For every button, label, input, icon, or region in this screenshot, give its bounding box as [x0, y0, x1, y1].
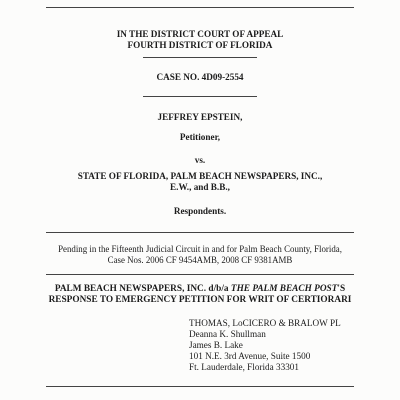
document-title-line-1 — [0, 284, 400, 295]
case-rule — [143, 96, 257, 97]
pending-top-rule — [46, 232, 354, 233]
counsel-attorney-2: James B. Lake — [189, 340, 243, 350]
pending-line-1: Pending in the Fifteenth Judicial Circuit in and for Palm Beach County, Florida, — [58, 244, 342, 254]
counsel-block — [189, 318, 389, 373]
court-line-1: IN THE DISTRICT COURT OF APPEAL — [116, 29, 284, 39]
counsel-address-2: Ft. Lauderdale, Florida 33301 — [189, 362, 299, 372]
respondents-line-1: STATE OF FLORIDA, PALM BEACH NEWSPAPERS, INC., — [77, 171, 323, 181]
bottom-rule — [46, 386, 354, 387]
title-prefix: PALM BEACH NEWSPAPERS, INC. d/b/a — [54, 284, 231, 294]
petitioner-name: JEFFREY EPSTEIN, — [157, 112, 243, 122]
counsel-firm: THOMAS, LoCICERO & BRALOW PL — [189, 318, 341, 328]
respondents-line-2: E.W., and B.B., — [170, 182, 230, 192]
pending-bottom-rule — [46, 274, 354, 275]
case-number: CASE NO. 4D09-2554 — [156, 72, 244, 82]
top-rule — [46, 7, 354, 8]
respondents-role: Respondents. — [173, 206, 227, 216]
pending-line-2: Case Nos. 2006 CF 9454AMB, 2008 CF 9381AMB — [107, 255, 293, 265]
court-line-2: FOURTH DISTRICT OF FLORIDA — [127, 40, 273, 50]
title-suffix: 'S — [337, 284, 346, 294]
versus: vs. — [194, 155, 206, 165]
counsel-address-1: 101 N.E. 3rd Avenue, Suite 1500 — [189, 351, 311, 361]
counsel-attorney-1: Deanna K. Shullman — [189, 329, 266, 339]
court-rule — [143, 57, 257, 58]
title-publication: THE PALM BEACH POST — [230, 284, 338, 294]
document-title-line-2: RESPONSE TO EMERGENCY PETITION FOR WRIT OF CERTIORARI — [48, 295, 352, 305]
petitioner-role: Petitioner, — [179, 132, 221, 142]
